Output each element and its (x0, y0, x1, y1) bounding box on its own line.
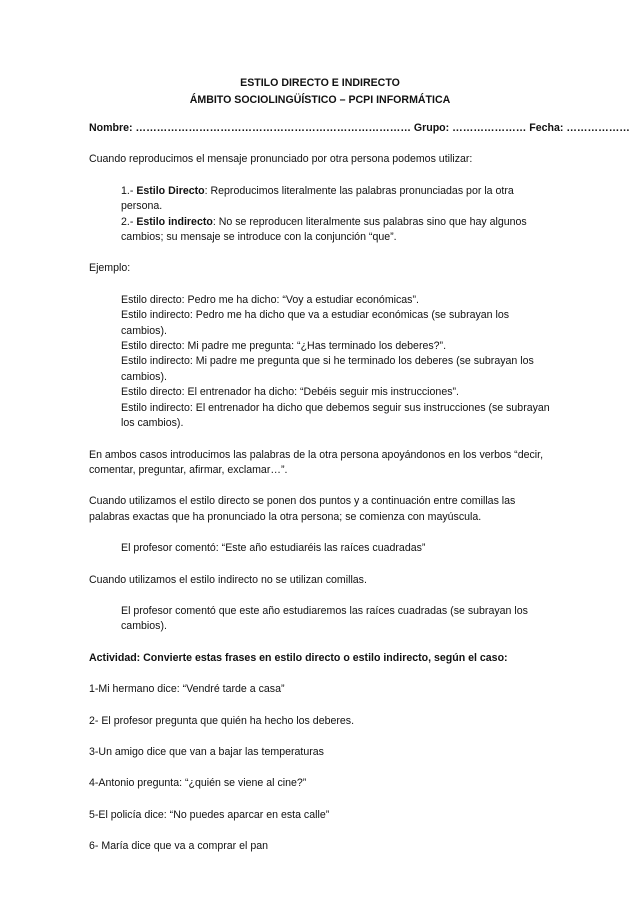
direct-rule-paragraph: Cuando utilizamos el estilo directo se ponen dos puntos y a continuación entre comillas las palabras exactas que ha pronunciado la otra persona; se comienza con mayúscula. (89, 495, 516, 523)
example-item: Estilo directo: Mi padre me pregunta: “¿Has terminado los deberes?”. (121, 340, 447, 353)
document-page (89, 75, 630, 855)
definition-term: Estilo Directo (136, 184, 205, 197)
example-item: Estilo indirecto: Pedro me ha dicho que va a estudiar económicas (se subrayan los cambios). (121, 309, 510, 337)
exercise-item: 2- El profesor pregunta que quién ha hecho los deberes. (89, 714, 355, 727)
activity-heading: Actividad: Convierte estas frases en estilo directo o estilo indirecto, según el caso: (89, 651, 508, 664)
definition-prefix: 1.- (121, 184, 137, 197)
definition-direct (89, 184, 551, 215)
example-item: Estilo directo: El entrenador ha dicho: “Debéis seguir mis instrucciones”. (121, 386, 459, 399)
exercise-item: 1-Mi hermano dice: “Vendré tarde a casa” (89, 683, 285, 696)
definition-text: : No se reproducen literalmente sus palabras sino que hay algunos cambios; su mensaje se introduce con la conjunción “que”. (121, 215, 527, 244)
indirect-rule-paragraph: Cuando utilizamos el estilo indirecto no se utilizan comillas. (89, 573, 367, 586)
definition-term: Estilo indirecto (136, 215, 213, 228)
intro-paragraph: Cuando reproducimos el mensaje pronunciado por otra persona podemos utilizar: (89, 153, 473, 166)
example-item: Estilo indirecto: Mi padre me pregunta que si he terminado los deberes (se subrayan los cambios). (121, 355, 534, 383)
direct-example: El profesor comentó: “Este año estudiaréis las raíces cuadradas” (121, 542, 426, 555)
indirect-example: El profesor comentó que este año estudiaremos las raíces cuadradas (se subrayan los cambios). (121, 604, 528, 633)
verbs-paragraph: En ambos casos introducimos las palabras de la otra persona apoyándonos en los verbos “decir, comentar, preguntar, afirmar, exclamar…”. (89, 448, 544, 476)
exercise-item: 6- María dice que va a comprar el pan (89, 840, 269, 853)
exercise-item: 5-El policía dice: “No puedes aparcar en esta calle” (89, 808, 330, 821)
student-info-line: Nombre: …………………………………………………………………… Grupo: ………………… Fecha: ……………… (89, 122, 630, 134)
definition-indirect (89, 215, 551, 246)
document-subtitle: ÁMBITO SOCIOLINGÜÍSTICO – PCPI INFORMÁTICA (189, 94, 451, 106)
example-item: Estilo directo: Pedro me ha dicho: “Voy a estudiar económicas”. (121, 293, 419, 306)
exercise-item: 3-Un amigo dice que van a bajar las temperaturas (89, 745, 324, 758)
definition-text: : Reproducimos literalmente las palabras pronunciadas por la otra persona. (121, 184, 514, 213)
document-title: ESTILO DIRECTO E INDIRECTO (240, 77, 400, 89)
example-item: Estilo indirecto: El entrenador ha dicho que debemos seguir sus instrucciones (se subrayan los cambios). (121, 401, 550, 430)
definition-prefix: 2.- (121, 215, 137, 228)
example-heading: Ejemplo: (89, 262, 131, 275)
exercise-item: 4-Antonio pregunta: “¿quién se viene al cine?” (89, 777, 307, 790)
